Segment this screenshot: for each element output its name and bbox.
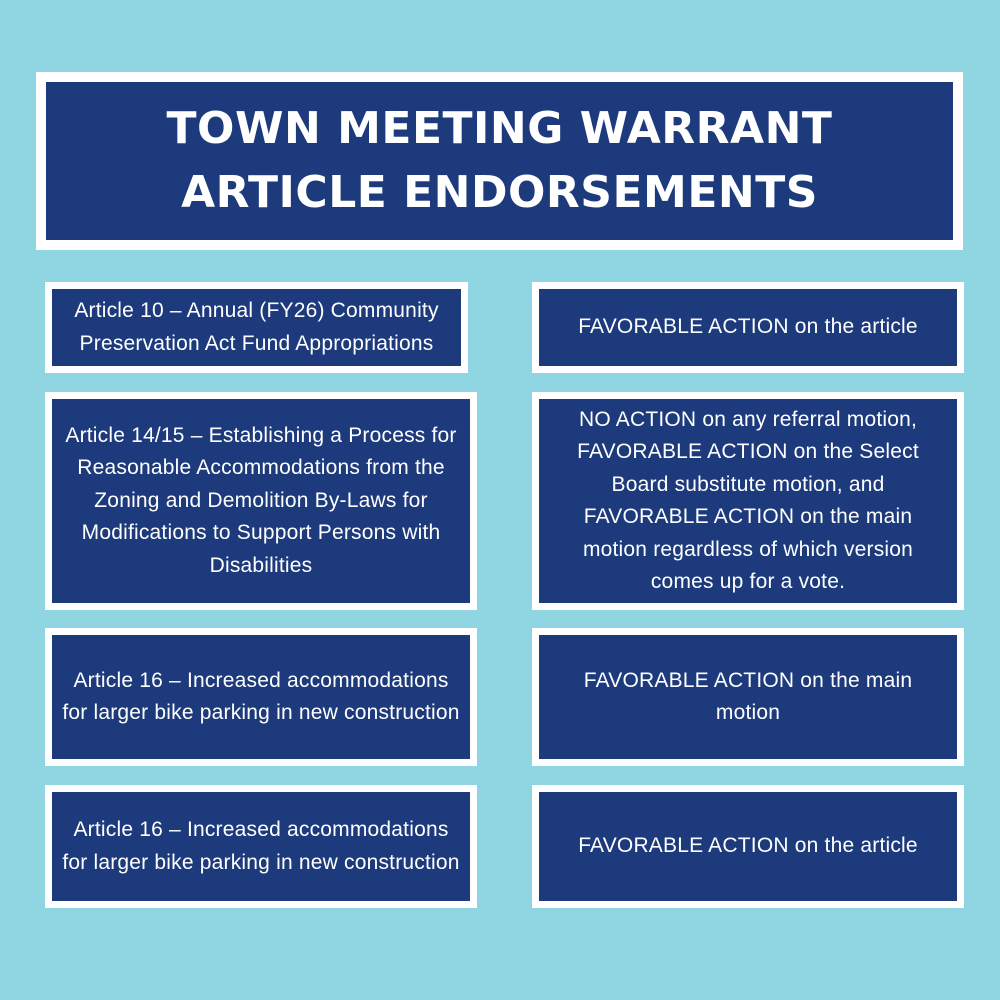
endorsement-text: FAVORABLE ACTION on the article: [578, 315, 918, 339]
endorsement-panel: [539, 399, 957, 603]
endorsement-card-3: [532, 628, 964, 766]
article-card-3: [45, 628, 477, 766]
endorsement-panel: [539, 289, 957, 366]
article-text: Article 16 – Increased accommodations for larger bike parking in new construction: [62, 668, 460, 724]
endorsement-card-4: [532, 785, 964, 908]
article-panel: [52, 792, 470, 901]
article-panel: [52, 399, 470, 603]
article-text: Article 14/15 – Establishing a Process for Reasonable Accommodations from the Zoning and Demolition By-Laws for Modifications to Support Persons with Disabilities: [65, 423, 457, 577]
article-card-2: [45, 392, 477, 610]
endorsement-text: FAVORABLE ACTION on the article: [578, 834, 918, 858]
article-panel: [52, 635, 470, 759]
article-text: Article 16 – Increased accommodations for larger bike parking in new construction: [62, 818, 460, 874]
article-card-4: [45, 785, 477, 908]
article-text: Article 10 – Annual (FY26) Community Preservation Act Fund Appropriations: [74, 299, 439, 355]
article-card-1: [45, 282, 468, 373]
endorsement-card-1: [532, 282, 964, 373]
endorsement-text: FAVORABLE ACTION on the main motion: [583, 668, 913, 724]
article-panel: [52, 289, 461, 366]
endorsement-text: NO ACTION on any referral motion, FAVORABLE ACTION on the Select Board substitute motion, and FAVORABLE ACTION on the main motion regardless of which version comes up for a vote.: [577, 407, 919, 593]
page-title: TOWN MEETING WARRANT ARTICLE ENDORSEMENTS: [46, 82, 953, 240]
title-banner: [36, 72, 963, 250]
endorsement-card-2: [532, 392, 964, 610]
endorsement-panel: [539, 635, 957, 759]
endorsement-panel: [539, 792, 957, 901]
